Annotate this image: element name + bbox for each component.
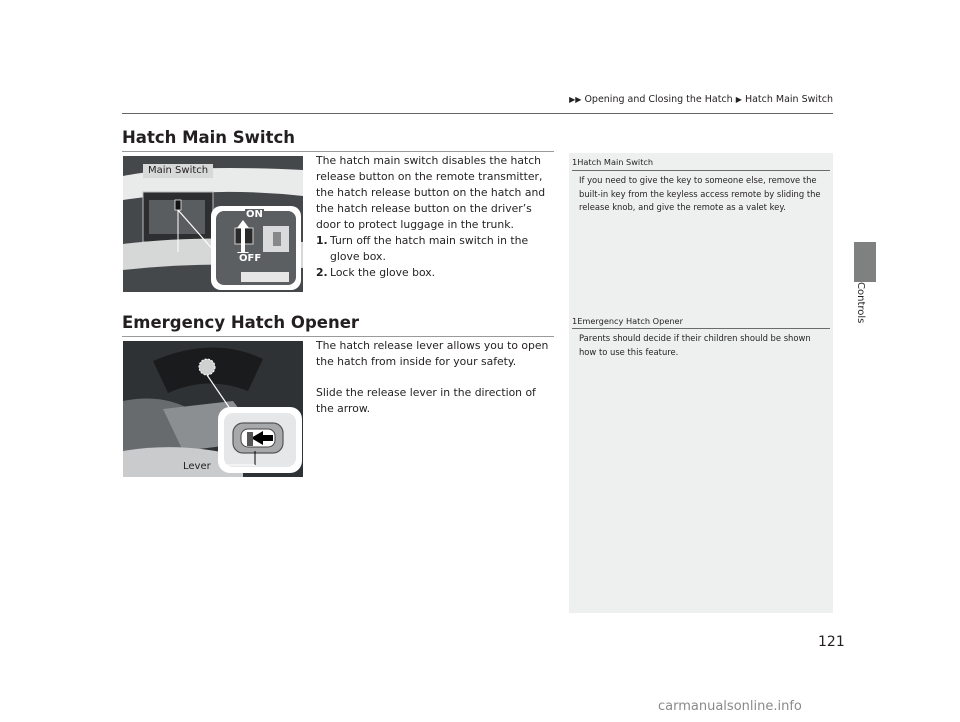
note-text-emergency-hatch-opener: Parents should decide if their children should be shown how to use this feature.: [579, 333, 811, 357]
note-text-hatch-main-switch: If you need to give the key to someone else, remove the built-in key from the keyless access remote by sliding the release knob, and give the remote as a valet key.: [579, 175, 821, 212]
glove-box-illustration: [123, 156, 303, 292]
breadcrumb-arrow-icon: ▶▶: [569, 95, 582, 104]
breadcrumb-arrow-icon: ▶: [735, 95, 742, 104]
notes-column: [569, 153, 833, 613]
chapter-label: Controls: [855, 282, 866, 324]
section2-para-2: Slide the release lever in the direction of the arrow.: [316, 386, 536, 415]
section-rule: [122, 336, 554, 337]
section1-body: [316, 153, 556, 281]
note-ref: 1: [572, 157, 578, 167]
breadcrumb: [520, 94, 833, 105]
main-switch-label: Main Switch: [143, 164, 213, 178]
note-heading-hatch-main-switch: 1Hatch Main Switch: [572, 157, 654, 167]
section2-body: [316, 338, 556, 417]
hatch-lever-illustration: [123, 341, 303, 477]
step-number: 1.: [316, 234, 328, 247]
off-label: OFF: [239, 253, 262, 264]
section-title-hatch-main-switch: Hatch Main Switch: [122, 128, 296, 147]
section1-intro: The hatch main switch disables the hatch release button on the remote transmitter, the hatch release button on the hatch and the hatch release button on the driver’s door to protect luggage in the trunk.: [316, 154, 546, 231]
page-number: 121: [818, 634, 845, 650]
lever-label: Lever: [180, 460, 214, 474]
section-title-emergency-hatch-opener: Emergency Hatch Opener: [122, 313, 360, 332]
step-2: [316, 265, 556, 281]
section-rule: [122, 151, 554, 152]
note-heading-emergency-hatch-opener: 1Emergency Hatch Opener: [572, 316, 683, 326]
note-ref: 1: [572, 316, 578, 326]
watermark: carmanualsonline.info: [658, 699, 802, 714]
section2-para-1: The hatch release lever allows you to open the hatch from inside for your safety.: [316, 339, 549, 368]
hatch-lever-drawing: [123, 341, 303, 477]
note-rule: [572, 328, 830, 329]
on-label: ON: [246, 209, 263, 220]
breadcrumb-item[interactable]: Hatch Main Switch: [744, 94, 833, 105]
step-number: 2.: [316, 266, 328, 279]
breadcrumb-item[interactable]: Opening and Closing the Hatch: [584, 94, 733, 105]
step-1: [316, 233, 556, 265]
step-text: Lock the glove box.: [330, 266, 436, 279]
step-text: Turn off the hatch main switch in the glove box.: [330, 234, 529, 263]
note-rule: [572, 170, 830, 171]
chapter-tab: [854, 242, 876, 282]
header-rule: [122, 113, 833, 114]
